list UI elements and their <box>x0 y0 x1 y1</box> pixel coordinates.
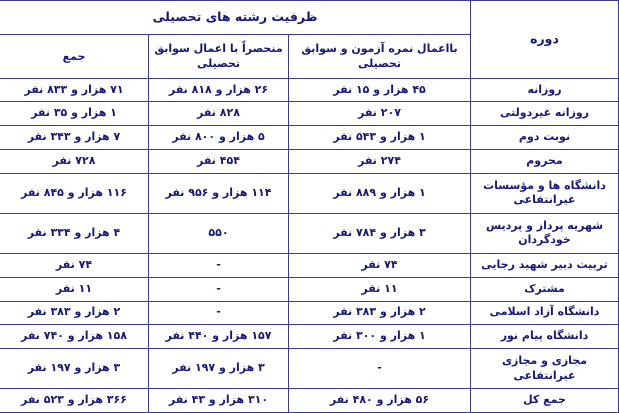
cell-exam: ۴۵ هزار و ۱۵ نفر <box>289 78 471 102</box>
cell-course: مجازی و مجازی غیرانتفاعی <box>471 349 619 389</box>
table-header <box>0 1 619 79</box>
table-row <box>0 173 619 213</box>
cell-total: ۱۵۸ هزار و ۷۴۰ نفر <box>0 325 149 349</box>
table-row <box>0 349 619 389</box>
cell-record: ۴۵۴ نفر <box>149 150 289 174</box>
column-header-exam: با‌اعمال نمره آزمون و سوابق تحصیلی <box>289 34 471 78</box>
table-row <box>0 150 619 174</box>
cell-record: - <box>149 253 289 277</box>
cell-course: روزانه <box>471 78 619 102</box>
cell-total: ۴ هزار و ۳۳۴ نفر <box>0 213 149 253</box>
cell-course: جمع کل <box>471 389 619 413</box>
cell-total: ۳۶۶ هزار و ۵۲۳ نفر <box>0 389 149 413</box>
column-header-course: دوره <box>471 1 619 79</box>
table-row <box>0 253 619 277</box>
cell-exam: ۱۱ نفر <box>289 277 471 301</box>
cell-exam: ۲۷۴ نفر <box>289 150 471 174</box>
table-row <box>0 102 619 126</box>
cell-record: ۵۵۰ <box>149 213 289 253</box>
cell-total: ۳ هزار و ۱۹۷ نفر <box>0 349 149 389</box>
cell-total: ۲ هزار و ۳۸۳ نفر <box>0 301 149 325</box>
cell-exam: ۷۴ نفر <box>289 253 471 277</box>
table-row <box>0 277 619 301</box>
cell-course: تربیت دبیر شهید رجایی <box>471 253 619 277</box>
cell-record: ۸۲۸ نفر <box>149 102 289 126</box>
cell-record: ۱۵۷ هزار و ۴۴۰ نفر <box>149 325 289 349</box>
cell-exam: - <box>289 349 471 389</box>
table-row <box>0 213 619 253</box>
cell-course: روزانه غیردولتی <box>471 102 619 126</box>
column-header-group: ظرفیت رشته های تحصیلی <box>0 1 471 35</box>
cell-exam: ۲۰۷ نفر <box>289 102 471 126</box>
cell-course: مشترک <box>471 277 619 301</box>
cell-record: - <box>149 277 289 301</box>
header-row-group <box>0 1 619 35</box>
cell-total: ۱۱۶ هزار و ۸۴۵ نفر <box>0 173 149 213</box>
cell-record: ۲۶ هزار و ۸۱۸ نفر <box>149 78 289 102</box>
cell-course: دانشگاه ها و مؤسسات غیرانتفاعی <box>471 173 619 213</box>
cell-total: ۷۴ نفر <box>0 253 149 277</box>
cell-exam: ۳ هزار و ۷۸۴ نفر <box>289 213 471 253</box>
cell-total: ۷۱ هزار و ۸۳۳ نفر <box>0 78 149 102</box>
cell-exam: ۲ هزار و ۳۸۳ نفر <box>289 301 471 325</box>
cell-exam: ۵۶ هزار و ۴۸۰ نفر <box>289 389 471 413</box>
cell-course: شهریه پرداز و پردیس خودگردان <box>471 213 619 253</box>
cell-record: ۱۱۴ هزار و ۹۵۶ نفر <box>149 173 289 213</box>
cell-record: ۳ هزار و ۱۹۷ نفر <box>149 349 289 389</box>
column-header-total: جمع <box>0 34 149 78</box>
table-row <box>0 301 619 325</box>
table-row <box>0 325 619 349</box>
cell-total: ۱۱ نفر <box>0 277 149 301</box>
cell-total: ۷۲۸ نفر <box>0 150 149 174</box>
cell-record: ۳۱۰ هزار و ۴۳ نفر <box>149 389 289 413</box>
cell-course: نوبت دوم <box>471 126 619 150</box>
column-header-record: منحصراً با اعمال سوابق تحصیلی <box>149 34 289 78</box>
table-row-total <box>0 389 619 413</box>
cell-exam: ۱ هزار و ۸۸۹ نفر <box>289 173 471 213</box>
table-body <box>0 78 619 412</box>
cell-total: ۱ هزار و ۳۵ نفر <box>0 102 149 126</box>
table-row <box>0 78 619 102</box>
cell-exam: ۱ هزار و ۳۰۰ نفر <box>289 325 471 349</box>
cell-course: دانشگاه پیام نور <box>471 325 619 349</box>
cell-exam: ۱ هزار و ۵۴۳ نفر <box>289 126 471 150</box>
cell-record: - <box>149 301 289 325</box>
cell-record: ۵ هزار و ۸۰۰ نفر <box>149 126 289 150</box>
cell-course: دانشگاه آزاد اسلامی <box>471 301 619 325</box>
table-row <box>0 126 619 150</box>
cell-course: محروم <box>471 150 619 174</box>
cell-total: ۷ هزار و ۳۴۳ نفر <box>0 126 149 150</box>
